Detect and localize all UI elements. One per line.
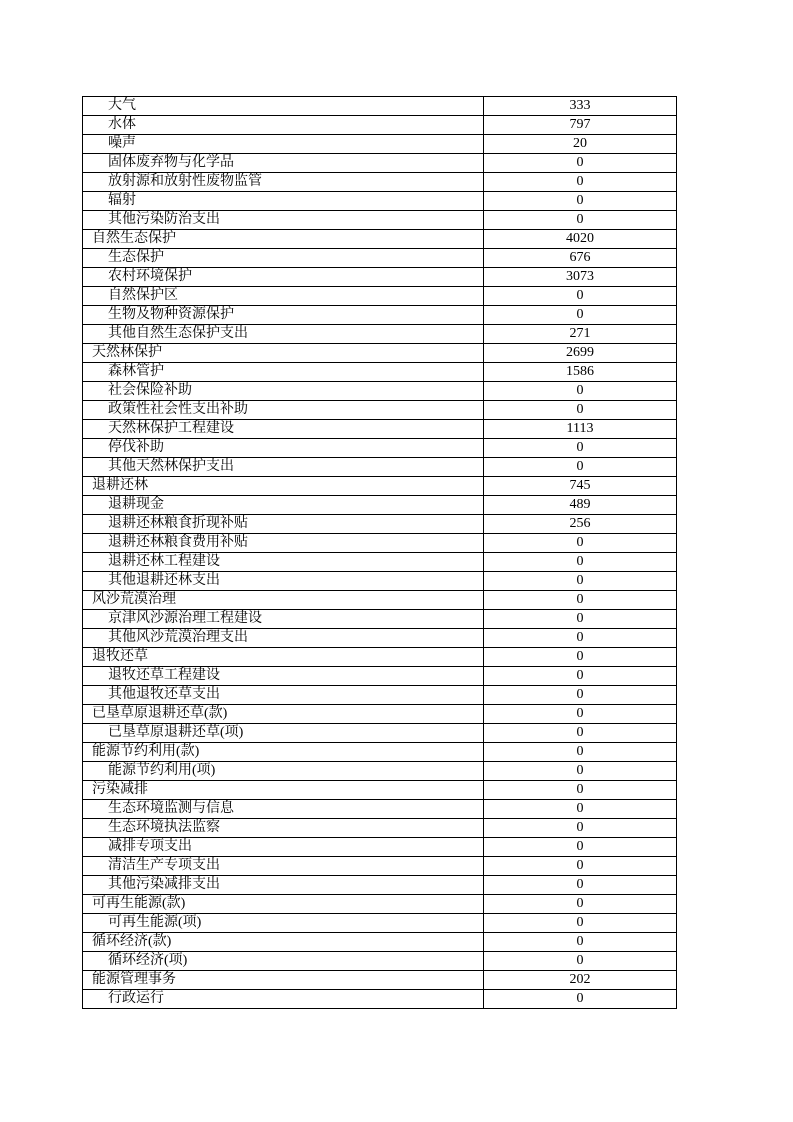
table-row bbox=[83, 743, 677, 762]
table-row bbox=[83, 933, 677, 952]
category-cell: 生物及物种资源保护 bbox=[83, 306, 484, 325]
value-cell: 0 bbox=[484, 838, 677, 857]
budget-table bbox=[82, 96, 677, 1009]
value-cell: 0 bbox=[484, 705, 677, 724]
value-cell: 0 bbox=[484, 895, 677, 914]
category-cell: 大气 bbox=[83, 97, 484, 116]
category-cell: 退耕现金 bbox=[83, 496, 484, 515]
table-row bbox=[83, 97, 677, 116]
category-cell: 生态环境监测与信息 bbox=[83, 800, 484, 819]
value-cell: 676 bbox=[484, 249, 677, 268]
table-row bbox=[83, 876, 677, 895]
table-row bbox=[83, 781, 677, 800]
table-row bbox=[83, 420, 677, 439]
category-cell: 生态环境执法监察 bbox=[83, 819, 484, 838]
category-cell: 已垦草原退耕还草(款) bbox=[83, 705, 484, 724]
value-cell: 1586 bbox=[484, 363, 677, 382]
table-row bbox=[83, 971, 677, 990]
value-cell: 0 bbox=[484, 990, 677, 1009]
category-cell: 政策性社会性支出补助 bbox=[83, 401, 484, 420]
value-cell: 0 bbox=[484, 933, 677, 952]
table-row bbox=[83, 230, 677, 249]
table-row bbox=[83, 496, 677, 515]
value-cell: 0 bbox=[484, 553, 677, 572]
category-cell: 噪声 bbox=[83, 135, 484, 154]
value-cell: 0 bbox=[484, 401, 677, 420]
category-cell: 能源节约利用(款) bbox=[83, 743, 484, 762]
category-cell: 行政运行 bbox=[83, 990, 484, 1009]
category-cell: 停伐补助 bbox=[83, 439, 484, 458]
category-cell: 农村环境保护 bbox=[83, 268, 484, 287]
category-cell: 已垦草原退耕还草(项) bbox=[83, 724, 484, 743]
value-cell: 20 bbox=[484, 135, 677, 154]
value-cell: 4020 bbox=[484, 230, 677, 249]
value-cell: 0 bbox=[484, 667, 677, 686]
category-cell: 污染减排 bbox=[83, 781, 484, 800]
category-cell: 退耕还林 bbox=[83, 477, 484, 496]
value-cell: 0 bbox=[484, 800, 677, 819]
table-row bbox=[83, 173, 677, 192]
table-row bbox=[83, 572, 677, 591]
table-row bbox=[83, 819, 677, 838]
value-cell: 271 bbox=[484, 325, 677, 344]
table-row bbox=[83, 116, 677, 135]
table-row bbox=[83, 192, 677, 211]
table-row bbox=[83, 515, 677, 534]
category-cell: 辐射 bbox=[83, 192, 484, 211]
table-row bbox=[83, 268, 677, 287]
value-cell: 0 bbox=[484, 572, 677, 591]
table-row bbox=[83, 610, 677, 629]
table-row bbox=[83, 838, 677, 857]
value-cell: 0 bbox=[484, 306, 677, 325]
category-cell: 循环经济(款) bbox=[83, 933, 484, 952]
category-cell: 退牧还草工程建设 bbox=[83, 667, 484, 686]
value-cell: 0 bbox=[484, 458, 677, 477]
category-cell: 能源节约利用(项) bbox=[83, 762, 484, 781]
category-cell: 可再生能源(项) bbox=[83, 914, 484, 933]
value-cell: 0 bbox=[484, 743, 677, 762]
table-row bbox=[83, 762, 677, 781]
value-cell: 0 bbox=[484, 382, 677, 401]
value-cell: 745 bbox=[484, 477, 677, 496]
category-cell: 其他退牧还草支出 bbox=[83, 686, 484, 705]
value-cell: 0 bbox=[484, 629, 677, 648]
value-cell: 0 bbox=[484, 439, 677, 458]
table-row bbox=[83, 629, 677, 648]
value-cell: 0 bbox=[484, 724, 677, 743]
category-cell: 循环经济(项) bbox=[83, 952, 484, 971]
category-cell: 清洁生产专项支出 bbox=[83, 857, 484, 876]
value-cell: 0 bbox=[484, 914, 677, 933]
category-cell: 能源管理事务 bbox=[83, 971, 484, 990]
table-row bbox=[83, 648, 677, 667]
category-cell: 退牧还草 bbox=[83, 648, 484, 667]
category-cell: 天然林保护工程建设 bbox=[83, 420, 484, 439]
table-row bbox=[83, 287, 677, 306]
category-cell: 其他风沙荒漠治理支出 bbox=[83, 629, 484, 648]
table-row bbox=[83, 952, 677, 971]
value-cell: 0 bbox=[484, 173, 677, 192]
table-row bbox=[83, 686, 677, 705]
value-cell: 1113 bbox=[484, 420, 677, 439]
category-cell: 森林管护 bbox=[83, 363, 484, 382]
table-row bbox=[83, 249, 677, 268]
category-cell: 固体废弃物与化学品 bbox=[83, 154, 484, 173]
table-row bbox=[83, 534, 677, 553]
category-cell: 天然林保护 bbox=[83, 344, 484, 363]
table-row bbox=[83, 458, 677, 477]
table-row bbox=[83, 211, 677, 230]
category-cell: 社会保险补助 bbox=[83, 382, 484, 401]
category-cell: 退耕还林工程建设 bbox=[83, 553, 484, 572]
category-cell: 其他退耕还林支出 bbox=[83, 572, 484, 591]
category-cell: 减排专项支出 bbox=[83, 838, 484, 857]
value-cell: 0 bbox=[484, 610, 677, 629]
category-cell: 自然保护区 bbox=[83, 287, 484, 306]
value-cell: 0 bbox=[484, 591, 677, 610]
table-row bbox=[83, 591, 677, 610]
value-cell: 0 bbox=[484, 211, 677, 230]
table-row bbox=[83, 363, 677, 382]
table-row bbox=[83, 914, 677, 933]
table-row bbox=[83, 306, 677, 325]
budget-table-body bbox=[83, 97, 677, 1009]
table-row bbox=[83, 135, 677, 154]
value-cell: 0 bbox=[484, 762, 677, 781]
table-row bbox=[83, 857, 677, 876]
value-cell: 2699 bbox=[484, 344, 677, 363]
category-cell: 生态保护 bbox=[83, 249, 484, 268]
table-row bbox=[83, 325, 677, 344]
table-row bbox=[83, 990, 677, 1009]
table-row bbox=[83, 800, 677, 819]
value-cell: 256 bbox=[484, 515, 677, 534]
value-cell: 0 bbox=[484, 686, 677, 705]
table-row bbox=[83, 477, 677, 496]
value-cell: 0 bbox=[484, 154, 677, 173]
table-row bbox=[83, 382, 677, 401]
category-cell: 水体 bbox=[83, 116, 484, 135]
value-cell: 0 bbox=[484, 192, 677, 211]
category-cell: 其他污染防治支出 bbox=[83, 211, 484, 230]
table-row bbox=[83, 154, 677, 173]
value-cell: 0 bbox=[484, 534, 677, 553]
table-row bbox=[83, 667, 677, 686]
value-cell: 0 bbox=[484, 648, 677, 667]
category-cell: 其他污染减排支出 bbox=[83, 876, 484, 895]
category-cell: 退耕还林粮食折现补贴 bbox=[83, 515, 484, 534]
table-row bbox=[83, 553, 677, 572]
category-cell: 其他天然林保护支出 bbox=[83, 458, 484, 477]
category-cell: 可再生能源(款) bbox=[83, 895, 484, 914]
value-cell: 0 bbox=[484, 819, 677, 838]
value-cell: 3073 bbox=[484, 268, 677, 287]
table-row bbox=[83, 724, 677, 743]
table-row bbox=[83, 401, 677, 420]
category-cell: 放射源和放射性废物监管 bbox=[83, 173, 484, 192]
value-cell: 333 bbox=[484, 97, 677, 116]
value-cell: 489 bbox=[484, 496, 677, 515]
category-cell: 其他自然生态保护支出 bbox=[83, 325, 484, 344]
table-row bbox=[83, 895, 677, 914]
table-row bbox=[83, 344, 677, 363]
value-cell: 202 bbox=[484, 971, 677, 990]
category-cell: 风沙荒漠治理 bbox=[83, 591, 484, 610]
category-cell: 退耕还林粮食费用补贴 bbox=[83, 534, 484, 553]
table-row bbox=[83, 439, 677, 458]
value-cell: 0 bbox=[484, 857, 677, 876]
table-row bbox=[83, 705, 677, 724]
value-cell: 0 bbox=[484, 287, 677, 306]
category-cell: 自然生态保护 bbox=[83, 230, 484, 249]
category-cell: 京津风沙源治理工程建设 bbox=[83, 610, 484, 629]
value-cell: 0 bbox=[484, 781, 677, 800]
value-cell: 0 bbox=[484, 876, 677, 895]
value-cell: 0 bbox=[484, 952, 677, 971]
value-cell: 797 bbox=[484, 116, 677, 135]
